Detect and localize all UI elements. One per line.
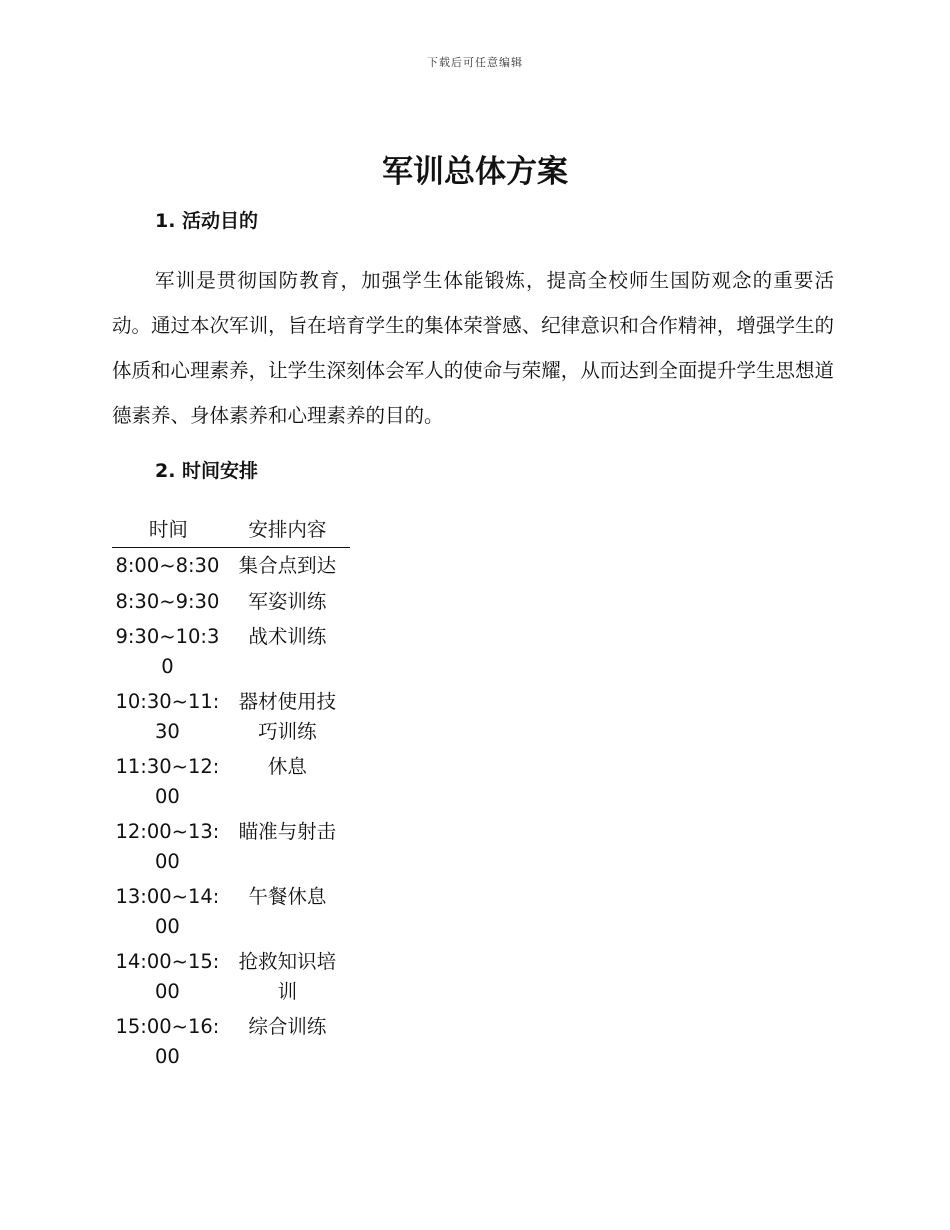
table-row [112, 684, 350, 749]
table-header-row [112, 513, 350, 548]
column-header-task: 安排内容 [225, 513, 350, 548]
table-row [112, 814, 350, 879]
purpose-paragraph: 军训是贯彻国防教育，加强学生体能锻炼，提高全校师生国防观念的重要活动。通过本次军训，旨在培育学生的集体荣誉感、纪律意识和合作精神，增强学生的体质和心理素养，让学生深刻体会军人的使命与荣耀，从而达到全面提升学生思想道德素养、身体素养和心理素养的目的。 [112, 269, 834, 427]
table-row [112, 584, 350, 620]
task-cell: 战术训练 [248, 625, 327, 648]
task-cell: 抢救知识培训 [238, 950, 337, 1003]
schedule-table [112, 513, 350, 1074]
task-cell: 午餐休息 [248, 885, 327, 908]
time-cell: 11:30~12:00 [115, 755, 220, 808]
table-row [112, 879, 350, 944]
header-note: 下载后可任意编辑 [427, 56, 523, 69]
time-cell: 13:00~14:00 [115, 885, 220, 938]
time-cell: 8:00~8:30 [115, 554, 220, 577]
task-cell: 军姿训练 [248, 589, 327, 613]
document-title: 军训总体方案 [382, 154, 568, 190]
task-cell: 综合训练 [248, 1015, 327, 1038]
task-cell: 瞄准与射击 [238, 820, 337, 843]
column-header-time: 时间 [112, 513, 225, 548]
table-row [112, 1009, 350, 1074]
section-heading-schedule: 2. 时间安排 [155, 460, 259, 482]
table-row [112, 749, 350, 814]
time-cell: 10:30~11:30 [115, 690, 220, 743]
time-cell: 9:30~10:30 [115, 625, 220, 678]
table-row [112, 944, 350, 1009]
table-row [112, 619, 350, 684]
task-cell: 器材使用技巧训练 [238, 690, 337, 743]
section-heading-purpose: 1. 活动目的 [155, 210, 259, 232]
time-cell: 12:00~13:00 [115, 820, 220, 873]
table-row [112, 548, 350, 584]
time-cell: 8:30~9:30 [115, 589, 220, 613]
time-cell: 14:00~15:00 [115, 950, 220, 1003]
task-cell: 休息 [267, 755, 307, 778]
task-cell: 集合点到达 [238, 554, 337, 577]
time-cell: 15:00~16:00 [115, 1015, 220, 1068]
